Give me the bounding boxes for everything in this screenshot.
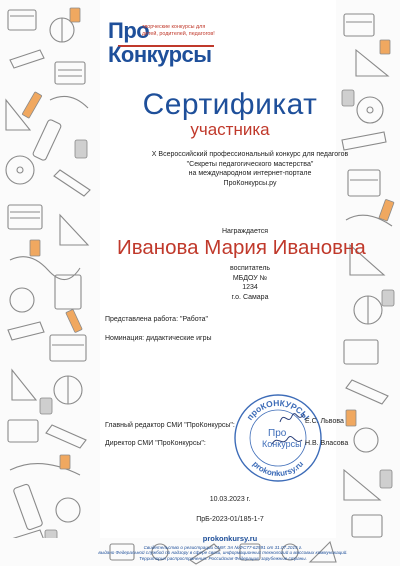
editor-name: Е.С. Львова bbox=[305, 418, 344, 425]
recipient-role bbox=[225, 264, 275, 302]
recipient-name: Иванова Мария Ивановна bbox=[117, 236, 366, 259]
editor-signature bbox=[278, 408, 308, 428]
stamp-inner-konkursy: Конкурсы bbox=[262, 439, 302, 449]
decorative-border-right bbox=[336, 0, 400, 566]
contest-line: ПроКонкурсы.ру bbox=[223, 179, 277, 187]
awarded-label: Награждается bbox=[222, 228, 269, 235]
logo-pro-text: Про bbox=[108, 18, 150, 43]
submitted-work: Представлена работа: "Работа" bbox=[105, 316, 209, 323]
recipient-position: воспитатель bbox=[229, 265, 271, 272]
contest-line: "Секреты педагогического мастерства" bbox=[186, 160, 314, 168]
nomination: Номинация: дидактические игры bbox=[105, 335, 212, 342]
editor-signature-label: Главный редактор СМИ "ПроКонкурсы": bbox=[105, 422, 235, 429]
decorative-border-left bbox=[0, 0, 100, 566]
certificate-subtitle: участника bbox=[190, 120, 270, 139]
stamp-inner-pro: Про bbox=[268, 428, 287, 439]
contest-line: X Всероссийский профессиональный конкурс для педагогов bbox=[151, 151, 349, 158]
issue-date: 10.03.2023 г. bbox=[209, 496, 251, 503]
site-link[interactable]: prokonkursy.ru bbox=[202, 534, 258, 543]
legal-line: Свидетельство о регистрации СМИ: Эл №ФС77-62591 от 31.07.2015 г. bbox=[143, 545, 303, 550]
logo-tagline: творческие конкурсы для детей, родителей, педагогов! bbox=[142, 24, 215, 37]
logo-konkursy-text: Конкурсы bbox=[108, 42, 212, 67]
director-signature bbox=[270, 432, 304, 450]
prokonkursy-logo bbox=[108, 18, 218, 68]
contest-line: на международном интернет-портале bbox=[188, 170, 312, 178]
school-supplies-pattern bbox=[336, 0, 400, 566]
recipient-organization: МБДОУ № 1234 bbox=[232, 274, 268, 291]
stamp-bottom-text: prokonkursy.ru bbox=[250, 459, 306, 479]
legal-line: выдано Федеральной службой по надзору в сфере связи, информационных технологий и массовых коммуникаций. bbox=[98, 550, 348, 556]
director-name: Н.В. Власова bbox=[305, 440, 349, 447]
media-registration-info bbox=[98, 545, 348, 561]
contest-description bbox=[150, 150, 350, 188]
recipient-city: г.о. Самара bbox=[231, 293, 269, 301]
school-supplies-pattern bbox=[0, 0, 100, 566]
director-signature-label: Директор СМИ "ПроКонкурсы": bbox=[105, 440, 206, 447]
certificate-title: Сертификат bbox=[142, 88, 318, 121]
stamp-top-text: проКОНКУРСЫ bbox=[244, 397, 312, 422]
legal-line: Территория распространения: Российская Федерация, зарубежные страны. bbox=[139, 555, 307, 561]
svg-text:prokonkursy.ru bbox=[251, 459, 305, 478]
registration-number: ПрБ-2023-01/185-1-7 bbox=[196, 516, 264, 523]
